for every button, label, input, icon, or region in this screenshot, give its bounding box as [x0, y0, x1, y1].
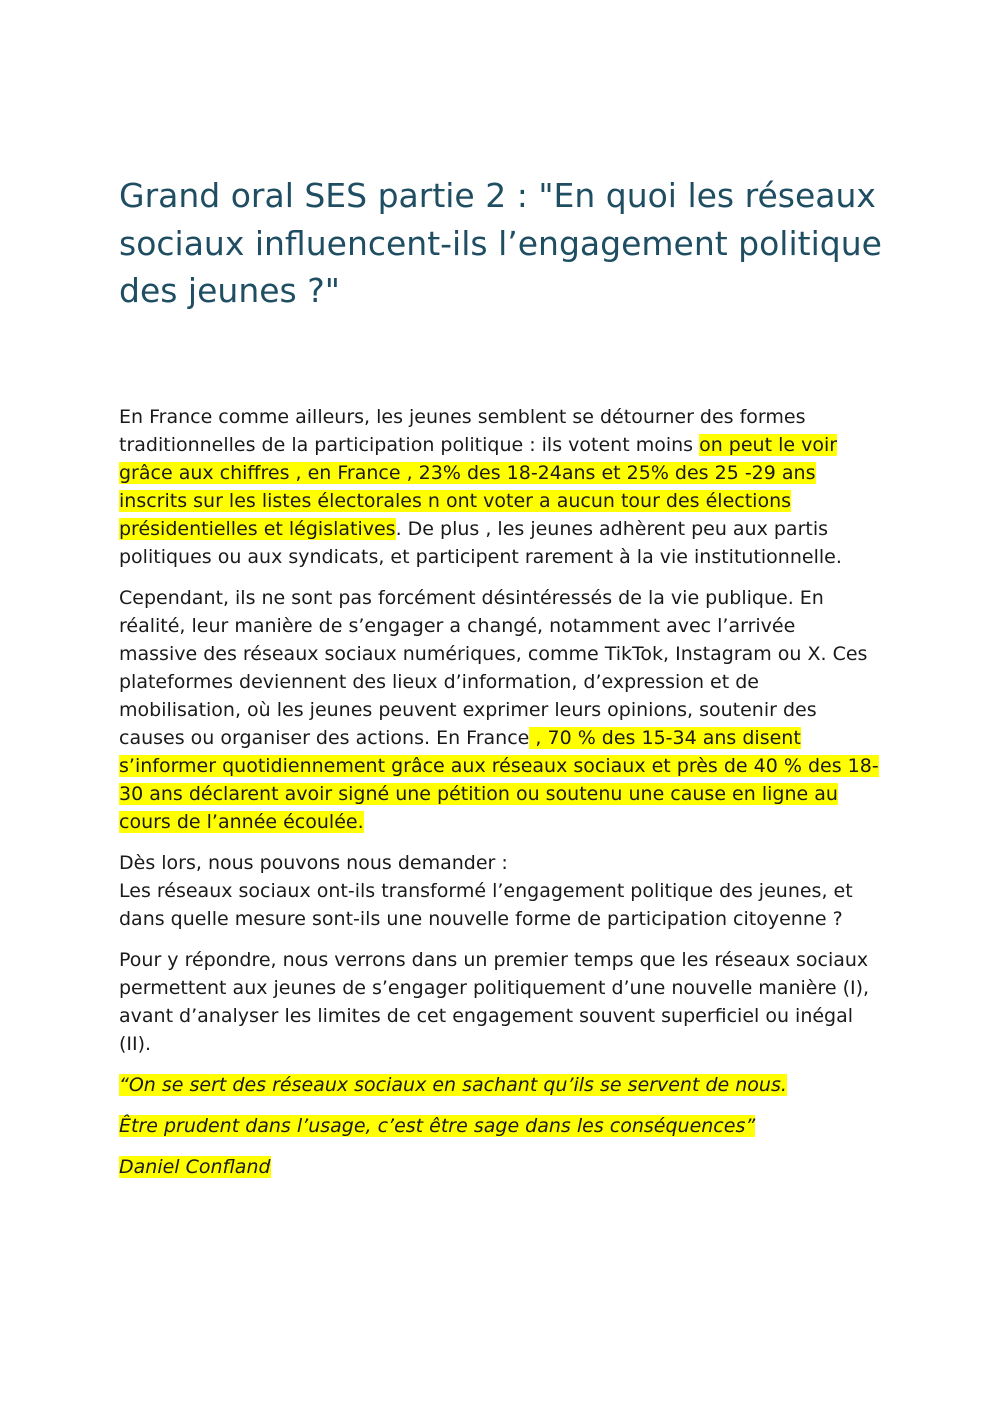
- paragraph-intro-text-end: . De plus , les jeunes adhèrent peu aux partis politiques ou aux syndicats, et participent rarement à la vie institutionnelle.: [119, 518, 842, 568]
- problematic-intro: Dès lors, nous pouvons nous demander :: [119, 852, 508, 874]
- paragraph-problematic: [119, 849, 879, 933]
- paragraph-context-text: Cependant, ils ne sont pas forcément désintéressés de la vie publique. En réalité, leur manière de s’engager a changé, notamment avec l’arrivée massive des réseaux sociaux numériques, comme TikTok, Instagram ou X. Ces plateformes deviennent des lieux d’information, d’expression et de mobilisation, où les jeunes peuvent exprimer leurs opinions, soutenir des causes ou organiser des actions. En France: [119, 587, 868, 749]
- quote-author: [119, 1153, 879, 1181]
- quote-line-2: [119, 1112, 879, 1140]
- quote-author-text: Daniel Confland: [119, 1156, 271, 1178]
- highlighted-statistics-social: , 70 % des 15-34 ans disent s’informer quotidiennement grâce aux réseaux sociaux et près de 40 % des 18-30 ans déclarent avoir signé une pétition ou soutenu une cause en ligne au cours de l’année écoulée.: [119, 727, 879, 833]
- paragraph-context: [119, 584, 879, 836]
- quote-line-1-text: “On se sert des réseaux sociaux en sachant qu’ils se servent de nous.: [119, 1074, 787, 1096]
- quote-line-2-text: Être prudent dans l’usage, c’est être sage dans les conséquences”: [119, 1115, 756, 1137]
- paragraph-plan: Pour y répondre, nous verrons dans un premier temps que les réseaux sociaux permettent aux jeunes de s’engager politiquement d’une nouvelle manière (I), avant d’analyser les limites de cet engagement souvent superficiel ou inégal (II).: [119, 949, 870, 1055]
- quote-line-1: [119, 1071, 879, 1099]
- highlighted-statistics: on peut le voir grâce aux chiffres , en France , 23% des 18-24ans et 25% des 25 -29 ans inscrits sur les listes électorales n ont voter a aucun tour des élections présidentielles et législatives: [119, 434, 838, 540]
- document-body: [119, 403, 879, 1194]
- paragraph-intro: [119, 403, 879, 571]
- paragraph-intro-text: En France comme ailleurs, les jeunes semblent se détourner des formes traditionnelles de la participation politique : ils votent moins: [119, 406, 806, 456]
- document-title: Grand oral SES partie 2 : "En quoi les réseaux sociaux influencent-ils l’engagement politique des jeunes ?": [119, 176, 882, 310]
- problematic-question: Les réseaux sociaux ont-ils transformé l’engagement politique des jeunes, et dans quelle mesure sont-ils une nouvelle forme de participation citoyenne ?: [119, 880, 853, 930]
